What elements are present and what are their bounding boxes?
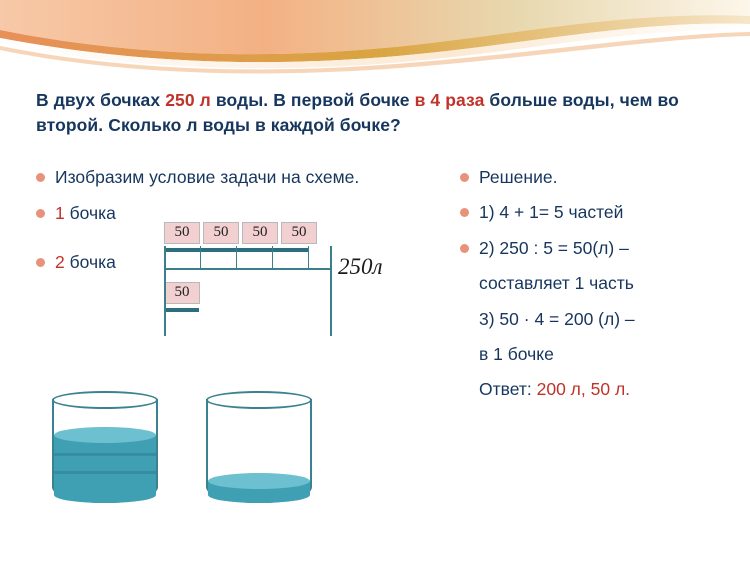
brace-right-line — [330, 246, 332, 336]
header-decoration — [0, 0, 750, 80]
barrel-water-line — [54, 471, 156, 474]
bullet-icon — [36, 209, 45, 218]
solution-step-1-label: 1) 4 + 1= 5 частей — [479, 202, 624, 223]
barrel-water-surface — [208, 473, 310, 489]
answer-label: Ответ: — [479, 379, 537, 400]
barrel-2-graphic — [206, 391, 314, 509]
barrel-2-bar — [164, 308, 199, 312]
bullet-icon — [460, 244, 469, 253]
page-title — [36, 88, 726, 139]
barrel-rim — [52, 391, 158, 409]
solution-step-2-row — [460, 237, 736, 259]
list-item-draw-scheme — [36, 166, 436, 188]
barrel-water-surface — [54, 427, 156, 443]
title-part-2: воды. В первой бочке — [210, 90, 415, 110]
barrel-water-fill — [54, 435, 156, 495]
scheme-axis — [164, 268, 332, 270]
barrels-illustration — [40, 385, 360, 525]
bullet-icon — [460, 208, 469, 217]
segment-label-row — [164, 222, 320, 244]
barrel-2-number: 2 — [55, 251, 65, 272]
total-label: 250л — [338, 254, 383, 279]
list-item-label — [55, 251, 116, 273]
segment-label: 50 — [203, 222, 239, 244]
right-column — [460, 166, 736, 414]
title-part-3: больше воды, чем во второй. Сколько л воды в каждой бочке? — [36, 90, 679, 136]
brace-left-line — [164, 246, 166, 336]
answer-row — [479, 378, 736, 400]
list-item-label: Изобразим условие задачи на схеме. — [55, 167, 360, 187]
solution-step-2-continuation: составляет 1 часть — [479, 273, 634, 294]
title-part-1: В двух бочках — [36, 90, 166, 110]
barrel-1-number: 1 — [55, 203, 65, 224]
bullet-icon — [36, 258, 45, 267]
bullet-icon — [460, 173, 469, 182]
header-swoosh-svg — [0, 0, 750, 80]
segment-label: 50 — [281, 222, 317, 244]
barrel-water-line — [54, 453, 156, 456]
segment-label: 50 — [242, 222, 278, 244]
barrel-1-graphic — [52, 391, 160, 509]
tick-mark — [308, 246, 309, 268]
tick-mark — [200, 246, 201, 268]
solution-step-3-label: 3) 50 · 4 = 200 (л) – — [479, 308, 635, 329]
barrel-2-word: бочка — [64, 251, 116, 272]
solution-step-2-label: 2) 250 : 5 = 50(л) – — [479, 237, 629, 258]
answer-value: 200 л, 50 л. — [536, 379, 631, 400]
list-item-label — [55, 202, 116, 224]
title-highlight-250l: 250 л — [165, 90, 211, 110]
segment-label-second-barrel: 50 — [164, 282, 200, 304]
solution-step-3-continuation: в 1 бочке — [479, 343, 554, 364]
scheme-diagram — [152, 222, 383, 352]
tick-mark — [272, 246, 273, 268]
solution-heading-row — [460, 166, 736, 188]
solution-heading-label: Решение. — [479, 167, 558, 187]
barrel-rim — [206, 391, 312, 409]
barrel-1-word: бочка — [64, 203, 116, 224]
title-highlight-4times: в 4 раза — [414, 90, 485, 110]
bullet-icon — [36, 173, 45, 182]
tick-mark — [236, 246, 237, 268]
solution-step-1-row — [460, 201, 736, 223]
segment-label: 50 — [164, 222, 200, 244]
